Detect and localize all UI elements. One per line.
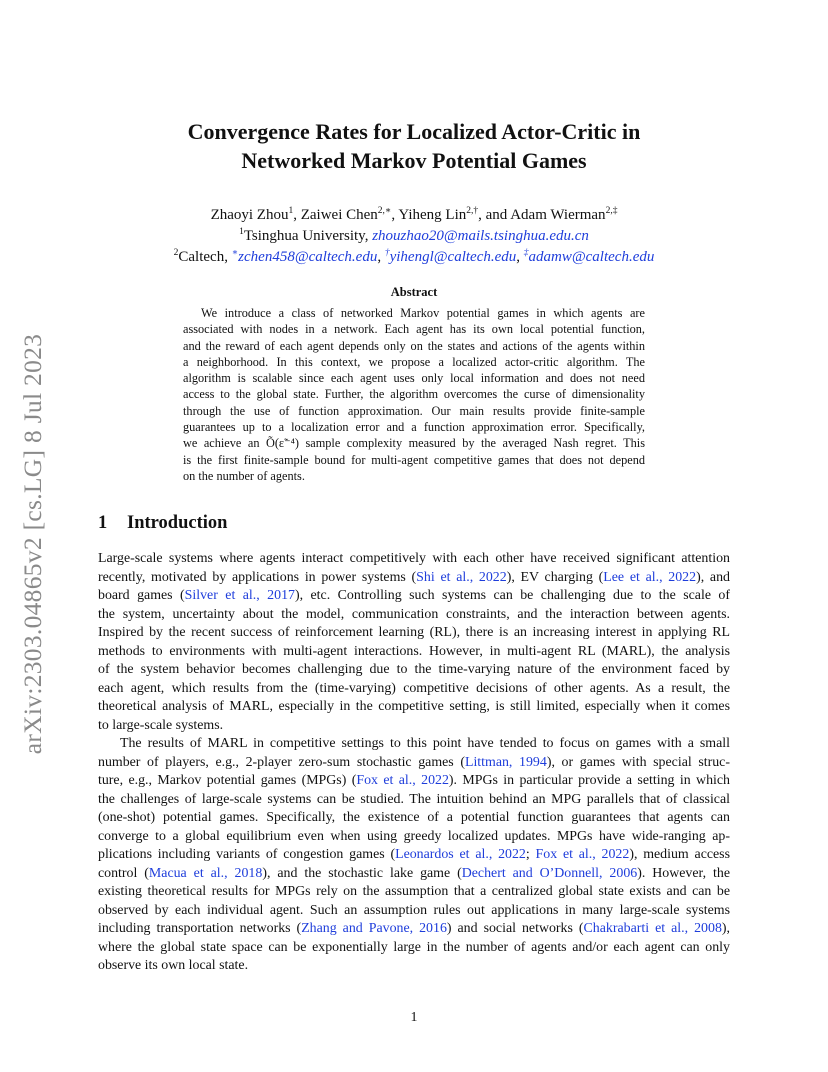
abstract-line: on the number of agents. (183, 468, 305, 483)
email-superscript: ∗ (231, 248, 239, 258)
abstract-line: a neighborhood. In this context, we propose a localized actor-critic algorithm. The (183, 354, 645, 369)
body-line: of the system behavior becomes challenging due to the time-varying nature of the environment faced by (98, 662, 730, 677)
body-line: Large-scale systems where agents interact competitively with each other have received significant attention (98, 551, 730, 566)
arxiv-identifier-stamp (18, 333, 47, 755)
text-run: recently, motivated by applications in power systems ( (98, 569, 417, 585)
separator: , (293, 207, 301, 223)
author-name: Zhaoyi Zhou (210, 207, 289, 223)
text-run: control ( (98, 865, 149, 881)
body-line: Inspired by the recent success of reinforcement learning (RL), there is an increasing interest in applying RL (98, 625, 730, 640)
text-run: ), or games with special struc- (546, 754, 730, 770)
body-line: observed by each individual agent. Such an assumption rules out applications in many large-scale systems (98, 902, 730, 918)
text-run: ; (525, 847, 536, 862)
author-superscript: 1 (288, 206, 294, 216)
text-run: number of players, e.g., 2-player zero-sum stochastic games ( (98, 754, 465, 770)
abstract-line: associated with nodes in a network. Each agent has its own local potential function, (183, 322, 645, 337)
paper-title (98, 117, 730, 175)
author-name: Yiheng Lin (398, 207, 467, 223)
text-run: board games ( (98, 588, 185, 603)
body-line: The results of MARL in competitive settings to this point have tended to focus on games with a small (120, 736, 730, 751)
separator: , and (478, 207, 511, 223)
author-superscript: 2,† (466, 206, 479, 216)
text-run: ). However, the (637, 865, 730, 881)
abstract-line: we achieve an Õ(ε̃⁻⁴) sample complexity measured by the averaged Nash regret. This (183, 436, 645, 451)
text-run: ), EV charging ( (506, 569, 604, 585)
abstract-line: guarantees up to a localization error and a function approximation error. Specifically, (183, 420, 645, 435)
body-line: methods to environments with multi-agent interactions. However, in multi-agent RL (MARL), the analysis (98, 643, 730, 659)
abstract-line: is the first finite-sample bound for multi-agent competitive games that does not depend (183, 452, 645, 467)
body-line (98, 587, 730, 606)
arxiv-identifier-text: arXiv:2303.04865v2 [cs.LG] 8 Jul 2023 (18, 333, 47, 755)
body-line: each agent, which results from the (time-varying) competitive decisions of other agents. As a result, the (98, 680, 730, 696)
body-line: (one-shot) potential games. Specifically, the existence of a potential function guarantees that agents can (98, 810, 730, 825)
email-link[interactable]: zhouzhao20@mails.tsinghua.edu.cn (372, 228, 589, 244)
title-line-2: Networked Markov Potential Games (241, 148, 587, 173)
citation-link[interactable]: Dechert and O’Donnell, 2006 (461, 865, 638, 881)
body-line (98, 865, 730, 884)
section-heading (98, 513, 227, 534)
citation-link[interactable]: Lee et al., 2022 (603, 569, 697, 585)
section-number: 1 (98, 513, 108, 533)
separator: , (377, 249, 385, 265)
text-run: plications including variants of congestion games ( (98, 847, 396, 862)
abstract-line: access to the global state. Further, the algorithm overcomes the curse of dimensionality (183, 387, 645, 402)
body-line (98, 569, 730, 588)
citation-link[interactable]: Fox et al., 2022 (535, 847, 630, 862)
affiliation-name: Caltech, (178, 249, 232, 265)
affiliation-superscript: 2 (173, 248, 179, 258)
citation-link[interactable]: Littman, 1994 (464, 754, 547, 770)
affiliation-superscript: 1 (239, 227, 244, 237)
body-line: existing theoretical results for MPGs rely on the assumption that a centralized global state exists and can be (98, 884, 730, 899)
author-superscript: 2,‡ (605, 206, 618, 216)
introduction-body (98, 550, 730, 976)
separator: , (391, 207, 399, 223)
citation-link[interactable]: Zhang and Pavone, 2016 (301, 921, 447, 936)
body-line (98, 846, 730, 865)
body-line (98, 920, 730, 939)
email-superscript: ‡ (523, 248, 529, 258)
citation-link[interactable]: Leonardos et al., 2022 (395, 847, 526, 862)
abstract-line: through the use of function approximation. Our main results provide finite-sample (183, 403, 645, 418)
citation-link[interactable]: Fox et al., 2022 (356, 773, 449, 788)
email-link[interactable]: zchen458@caltech.edu (238, 249, 378, 265)
body-line: the system, uncertainty about the model, communication constraints, and the interaction between agents. (98, 606, 730, 622)
citation-link[interactable]: Silver et al., 2017 (184, 588, 295, 603)
text-run: ), and (696, 569, 730, 585)
body-line: to large-scale systems. (98, 717, 224, 733)
affiliation-1 (98, 226, 730, 247)
text-run: ). MPGs in particular provide a setting in which (448, 773, 730, 788)
citation-link[interactable]: Shi et al., 2022 (416, 569, 507, 585)
separator: , (516, 249, 524, 265)
email-link[interactable]: yihengl@caltech.edu (389, 249, 517, 265)
body-line: where the global state space can be exponentially large in the number of agents and/or each agent can only (98, 939, 730, 955)
citation-link[interactable]: Chakrabarti et al., 2008 (583, 921, 722, 936)
abstract-line: and the reward of each agent depends only on the states and actions of the agents within (183, 338, 645, 353)
body-line: converge to a global equilibrium even when using greedy localized updates. MPGs have wide-ranging ap- (98, 828, 730, 844)
text-run: ), (721, 921, 731, 936)
affiliation-2 (98, 247, 730, 268)
abstract-line: We introduce a class of networked Markov potential games in which agents are (201, 306, 645, 320)
text-run: ), and the stochastic lake game ( (262, 865, 462, 881)
title-line-1: Convergence Rates for Localized Actor-Critic in (187, 119, 641, 144)
author-block (98, 205, 730, 268)
abstract-line: algorithm is scalable since each agent uses only local information and does not need (183, 371, 645, 386)
page-number: 1 (410, 1010, 418, 1025)
author-list (98, 205, 730, 226)
author-superscript: 2,∗ (377, 206, 392, 216)
text-run: ture, e.g., Markov potential games (MPGs) ( (98, 773, 357, 788)
body-line (98, 754, 730, 773)
body-line: the challenges of large-scale systems can be studied. The intuition behind an MPG parallels that of classical (98, 791, 730, 807)
citation-link[interactable]: Macua et al., 2018 (148, 865, 263, 881)
author-name: Adam Wierman (510, 207, 606, 223)
text-run: ), medium access (629, 847, 730, 862)
body-line (98, 772, 730, 791)
body-line: observe its own local state. (98, 958, 249, 973)
text-run: including transportation networks ( (98, 921, 302, 936)
text-run: ) and social networks ( (446, 921, 584, 936)
abstract-body (183, 305, 645, 484)
text-run: ), etc. Controlling such systems can be challenging due to the scale of (294, 588, 731, 603)
author-name: Zaiwei Chen (300, 207, 378, 223)
affiliation-name: Tsinghua University, (243, 228, 373, 244)
abstract-heading: Abstract (390, 285, 438, 299)
email-superscript: † (384, 248, 390, 258)
email-link[interactable]: adamw@caltech.edu (528, 249, 655, 265)
body-line: theoretical analysis of MARL, especially in the competitive setting, is still limited, especially when it comes (98, 699, 730, 714)
section-title: Introduction (127, 513, 228, 533)
